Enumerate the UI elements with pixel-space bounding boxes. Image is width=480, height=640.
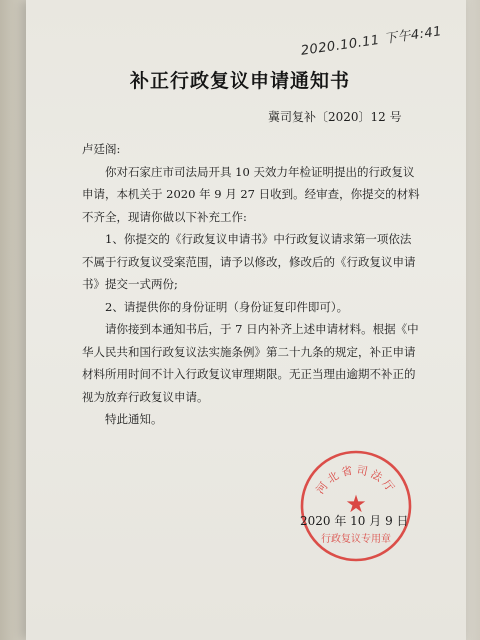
document-body bbox=[82, 138, 420, 431]
paragraph-item-2: 2、请提供你的身份证明（身份证复印件即可）。 bbox=[105, 299, 349, 314]
document-number: 冀司复补〔2020〕12 号 bbox=[268, 110, 402, 124]
document-title: 补正行政复议申请通知书 bbox=[129, 70, 350, 92]
paragraph-instructions: 请你接到本通知书后，于 7 日内补齐上述申请材料。根据《中华人民共和国行政复议法实施条例》第二十九条的规定，补正申请材料所用时间不计入行政复议审理期限。无正当理由逾期不补正的视为放弃行政复议申请。 bbox=[82, 322, 419, 404]
salutation: 卢廷阁: bbox=[82, 142, 121, 156]
seal-star-icon: ★ bbox=[345, 490, 367, 518]
seal-top-text: 河北省司法厅 bbox=[313, 463, 399, 497]
paragraph-item-1: 1、你提交的《行政复议申请书》中行政复议请求第一项依法不属于行政复议受案范围，请予以修改，修改后的《行政复议申请书》提交一式两份; bbox=[82, 232, 416, 291]
handwritten-receipt-date: 2020.10.11 下午4:41 bbox=[299, 24, 443, 59]
paragraph-closing: 特此通知。 bbox=[105, 412, 163, 426]
paragraph-intro: 你对石家庄市司法局开具 10 天效力年检证明提出的行政复议申请，本机关于 2020 年 9 月 27 日收到。经审查，你提交的材料不齐全，现请你做以下补充工作: bbox=[82, 164, 420, 224]
signature-date: 2020 年 10 月 9 日 bbox=[300, 514, 409, 528]
seal-bottom-text: 行政复议专用章 bbox=[321, 534, 391, 545]
official-seal bbox=[296, 446, 416, 566]
